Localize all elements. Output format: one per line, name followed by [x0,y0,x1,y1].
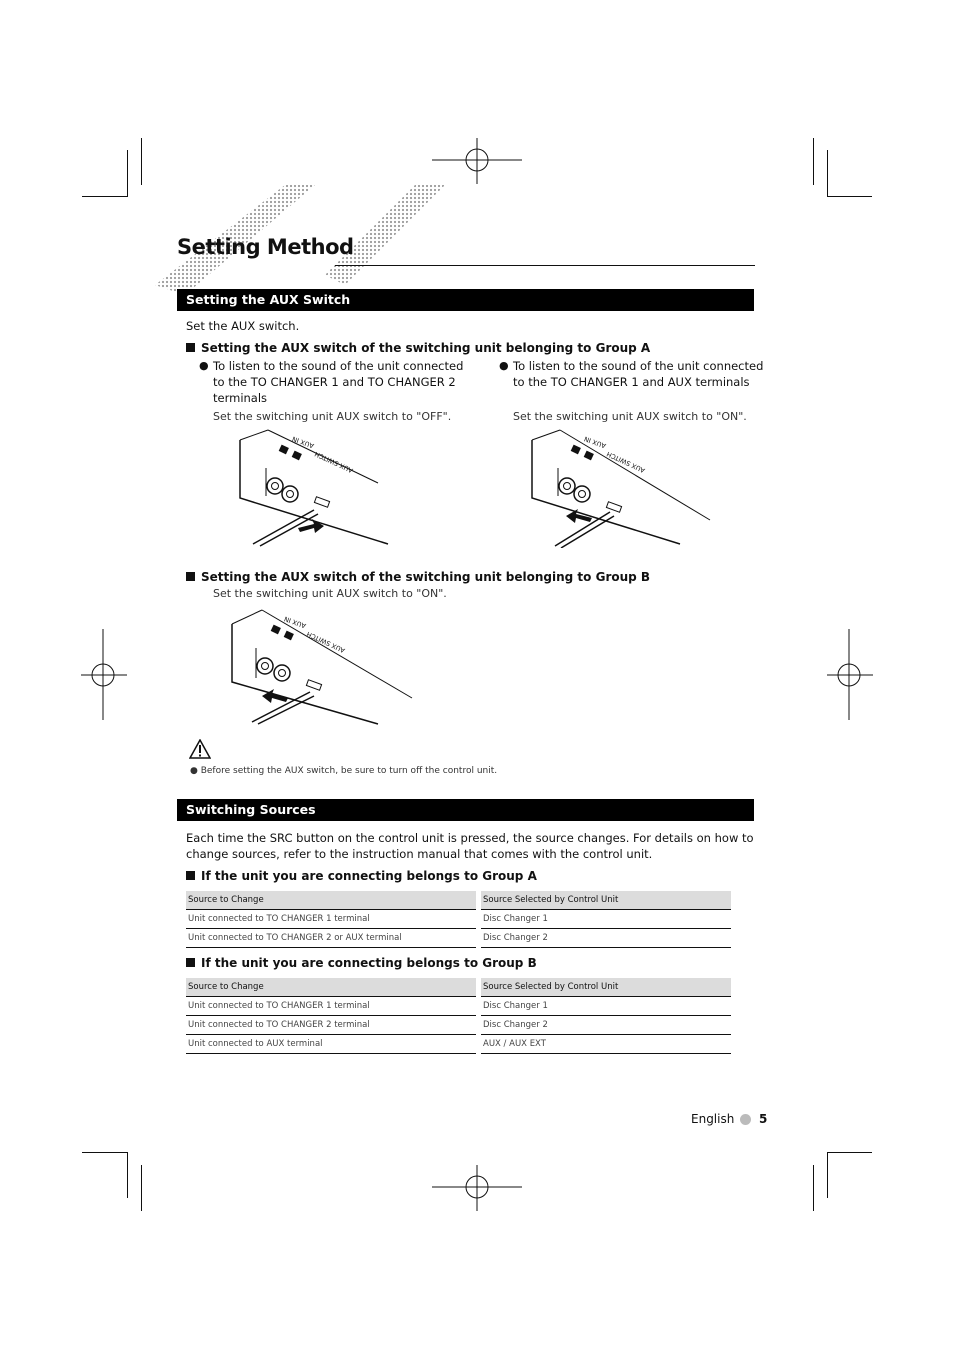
square-bullet-icon [186,343,195,352]
sources-intro: Each time the SRC button on the control unit is pressed, the source changes. For details on how to change sources, refer to the instruction manual that comes with the control unit. [186,831,754,861]
group-a-right-bullet-text: To listen to the sound of the unit connected to the TO CHANGER 1 and AUX terminals [513,359,764,389]
table-cell: Unit connected to TO CHANGER 1 terminal [186,997,476,1016]
group-a-left-bullet [199,358,468,406]
table-header-cell: Source Selected by Control Unit [481,978,731,997]
sources-table-group-a [181,891,736,948]
table-cell: Disc Changer 2 [481,929,731,948]
aux-switch-label: AUX SWITCH [313,449,355,475]
table-row [186,1035,731,1054]
illustration-group-b-on [230,606,415,726]
table-row [186,997,731,1016]
group-a-heading-text: Setting the AUX switch of the switching unit belonging to Group A [201,341,651,355]
bullet-icon: ● [499,359,509,372]
registration-mark-bottom [430,1164,524,1212]
table-header-row [186,978,731,997]
table-cell: Unit connected to TO CHANGER 2 or AUX terminal [186,929,476,948]
group-b-heading [186,570,650,584]
group-a-left-bullet-text: To listen to the sound of the unit connected to the TO CHANGER 1 and TO CHANGER 2 terminals [213,359,464,405]
caution-note [190,766,497,776]
bullet-icon: ● [199,359,209,372]
square-bullet-icon [186,871,195,880]
bullet-icon: ● [190,766,201,776]
sources-group-a-heading-text: If the unit you are connecting belongs to Group A [201,869,537,883]
table-cell: AUX / AUX EXT [481,1035,731,1054]
table-cell: Unit connected to TO CHANGER 2 terminal [186,1016,476,1035]
table-row [186,929,731,948]
aux-intro: Set the AUX switch. [186,319,300,333]
sources-table-group-b [181,978,736,1054]
table-cell: Unit connected to TO CHANGER 1 terminal [186,910,476,929]
table-cell: Disc Changer 1 [481,910,731,929]
group-b-heading-text: Setting the AUX switch of the switching unit belonging to Group B [201,570,651,584]
page-title: Setting Method [177,235,354,259]
table-cell: Unit connected to AUX terminal [186,1035,476,1054]
group-a-heading [186,341,650,355]
sources-group-b-heading-text: If the unit you are connecting belongs to Group B [201,956,537,970]
title-rule [335,265,755,266]
table-header-row [186,891,731,910]
page-number: 5 [759,1112,768,1126]
illustration-aux-on [530,428,720,548]
section-header-sources: Switching Sources [177,799,754,821]
warning-icon [189,739,211,759]
registration-mark-left [80,628,128,722]
table-header-cell: Source to Change [186,978,476,997]
registration-mark-right [826,628,874,722]
registration-mark-top [430,137,524,185]
table-row [186,1016,731,1035]
square-bullet-icon [186,572,195,581]
square-bullet-icon [186,958,195,967]
sources-group-a-heading [186,869,537,883]
aux-switch-label: AUX SWITCH [605,449,647,475]
aux-in-label: AUX IN [291,434,316,450]
section-header-aux: Setting the AUX Switch [177,289,754,311]
group-a-right-bullet [499,358,768,390]
group-a-right-instruction: Set the switching unit AUX switch to "ON". [513,410,747,423]
sources-group-b-heading [186,956,537,970]
table-cell: Disc Changer 1 [481,997,731,1016]
footer-dot-icon [740,1114,751,1125]
aux-in-label: AUX IN [283,614,308,630]
table-cell: Disc Changer 2 [481,1016,731,1035]
group-b-instruction: Set the switching unit AUX switch to "ON". [213,587,447,600]
table-row [186,910,731,929]
illustration-aux-off [238,428,438,548]
aux-in-label: AUX IN [583,434,608,450]
table-header-cell: Source to Change [186,891,476,910]
aux-switch-label: AUX SWITCH [305,629,347,655]
group-a-left-instruction: Set the switching unit AUX switch to "OFF". [213,410,452,423]
caution-text: Before setting the AUX switch, be sure to turn off the control unit. [200,766,498,776]
footer-language: English [691,1112,735,1126]
table-header-cell: Source Selected by Control Unit [481,891,731,910]
